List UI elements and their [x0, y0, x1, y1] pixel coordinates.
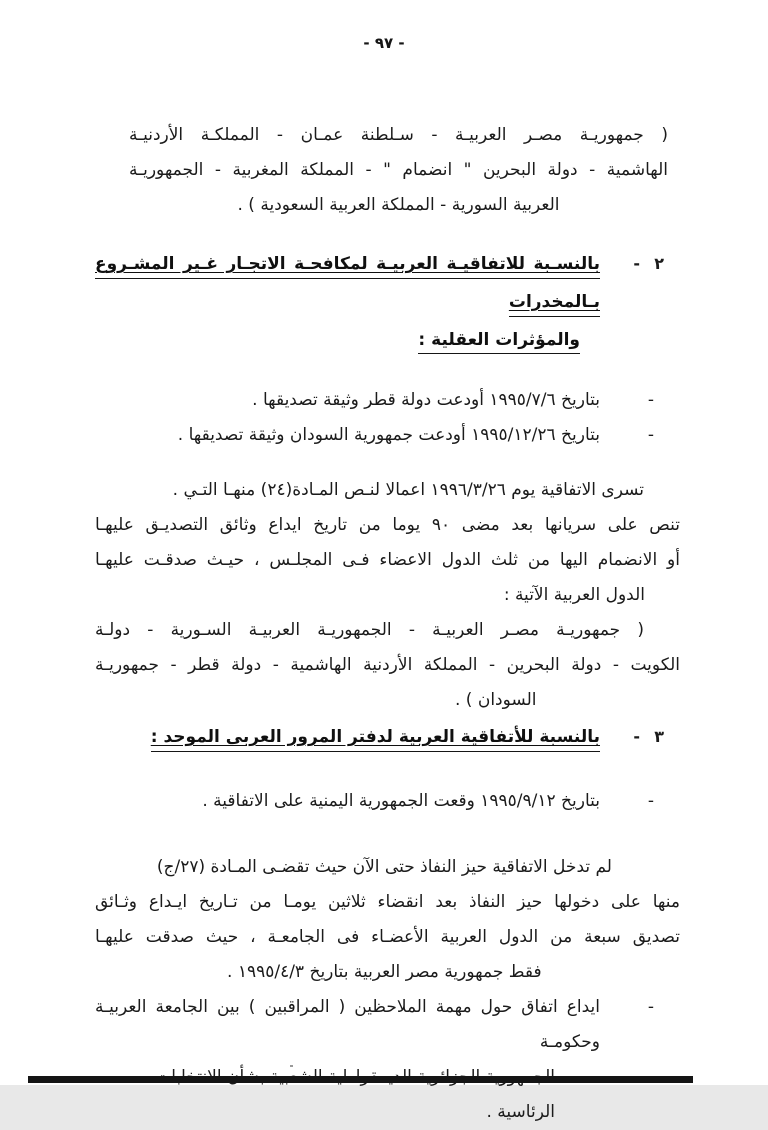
text-line: أو الانضمام اليها من ثلث الدول الاعضاء فـى المجلـس ، حيـث صدقـت عليهـا: [95, 550, 680, 570]
scan-edge-artifact: [28, 1076, 693, 1083]
bullet-text: ايداع اتفاق حول مهمة الملاحظين ( المراقبين ) بين الجامعة العربيـة وحكومـة: [95, 997, 600, 1052]
bullet-text: بتاريخ ١٩٩٥/١٢/٢٦ أودعت جمهورية السودان وثيقة تصديقها .: [177, 425, 600, 445]
bullet-text: الرئاسية .: [486, 1102, 555, 1122]
paragraph-not-in-force: [95, 850, 680, 990]
text-line: تنص على سريانها بعد مضى ٩٠ يوما من تاريخ ايداع وثائق التصديـق عليهـا: [95, 515, 680, 535]
bullet-dash: -: [647, 390, 654, 410]
text-line: فقط جمهورية مصر العربية بتاريخ ١٩٩٥/٤/٣ .: [227, 962, 542, 982]
item-dash: -: [633, 727, 640, 746]
scan-speck: [290, 1065, 293, 1067]
text-line: منها على دخولها حيز النفاذ بعد انقضاء ثلاثين يومـا من تـاريخ ايـداع وثـائق: [95, 892, 680, 912]
text-line: الدول العربية الآتية :: [503, 585, 645, 605]
text-line: ( جمهوريـة مصـر العربيـة - الجمهوريـة العربيـة السـورية - دولـة: [95, 620, 644, 640]
heading-title-line: والمؤثرات العقلية :: [418, 330, 580, 354]
text-line: ( جمهوريـة مصـر العربيـة - سـلطنة عمـان - المملكـة الأردنيـة: [129, 125, 668, 145]
page-number: - ٩٧ -: [363, 34, 405, 52]
bullet-text-block: [95, 990, 600, 1130]
bullet-text: بتاريخ ١٩٩٥/٩/١٢ وقعت الجمهورية اليمنية على الاتفاقية .: [202, 791, 600, 811]
bullet-item: [95, 383, 680, 418]
item-number: ٢: [654, 254, 664, 273]
item-2-title: [95, 245, 600, 359]
document-content: [95, 118, 680, 1130]
bullet-dash: -: [647, 425, 654, 445]
text-line: الهاشمية - دولة البحرين " انضمام " - المملكة المغربية - الجمهوريـة: [129, 160, 668, 180]
bullet-text: بتاريخ ١٩٩٥/٧/٦ أودعت دولة قطر وثيقة تصديقها .: [252, 390, 600, 410]
text-line: الكويت - دولة البحرين - المملكة الأردنية الهاشمية - دولة قطر - جمهوريـة: [95, 655, 680, 675]
item-3-heading: [95, 718, 680, 756]
bullet-dash: -: [647, 791, 654, 811]
bullet-item: [95, 990, 680, 1130]
item-2-bullet-list: [95, 383, 680, 453]
text-line: العربية السورية - المملكة العربية السعودية ) .: [237, 195, 560, 215]
text-line: تسرى الاتفاقية يوم ١٩٩٦/٣/٢٦ اعمالا لنـص المـادة(٢٤) منهـا التـي .: [172, 480, 644, 500]
bullet-dash: -: [647, 997, 654, 1017]
heading-title-line: بالنسـبة للاتفاقيـة العربيـة لمكافحـة الاتجـار غـير المشـروع بـالمخدرات: [95, 254, 600, 317]
heading-title-line: بالنسبة للأتفاقية العربية لدفتر المرور العربى الموحد :: [151, 727, 600, 752]
bullet-item: [95, 418, 680, 453]
text-line: السودان ) .: [455, 690, 537, 710]
item-dash: -: [633, 254, 640, 273]
paragraph-states-list-2: [95, 613, 680, 718]
item-2-heading: [95, 245, 680, 359]
paragraph-states-list-1: [129, 118, 668, 223]
item-3-title: [95, 718, 600, 756]
item-number: ٣: [654, 727, 664, 746]
bullet-item: [95, 784, 680, 819]
text-line: تصديق سبعة من الدول العربية الأعضـاء فى الجامعـة ، حيث صدقت عليهـا: [95, 927, 680, 947]
text-line: لم تدخل الاتفاقية حيز النفاذ حتى الآن حيث تقضـى المـادة (٢٧/ج): [156, 857, 612, 877]
paragraph-entry-into-force: [95, 473, 680, 613]
